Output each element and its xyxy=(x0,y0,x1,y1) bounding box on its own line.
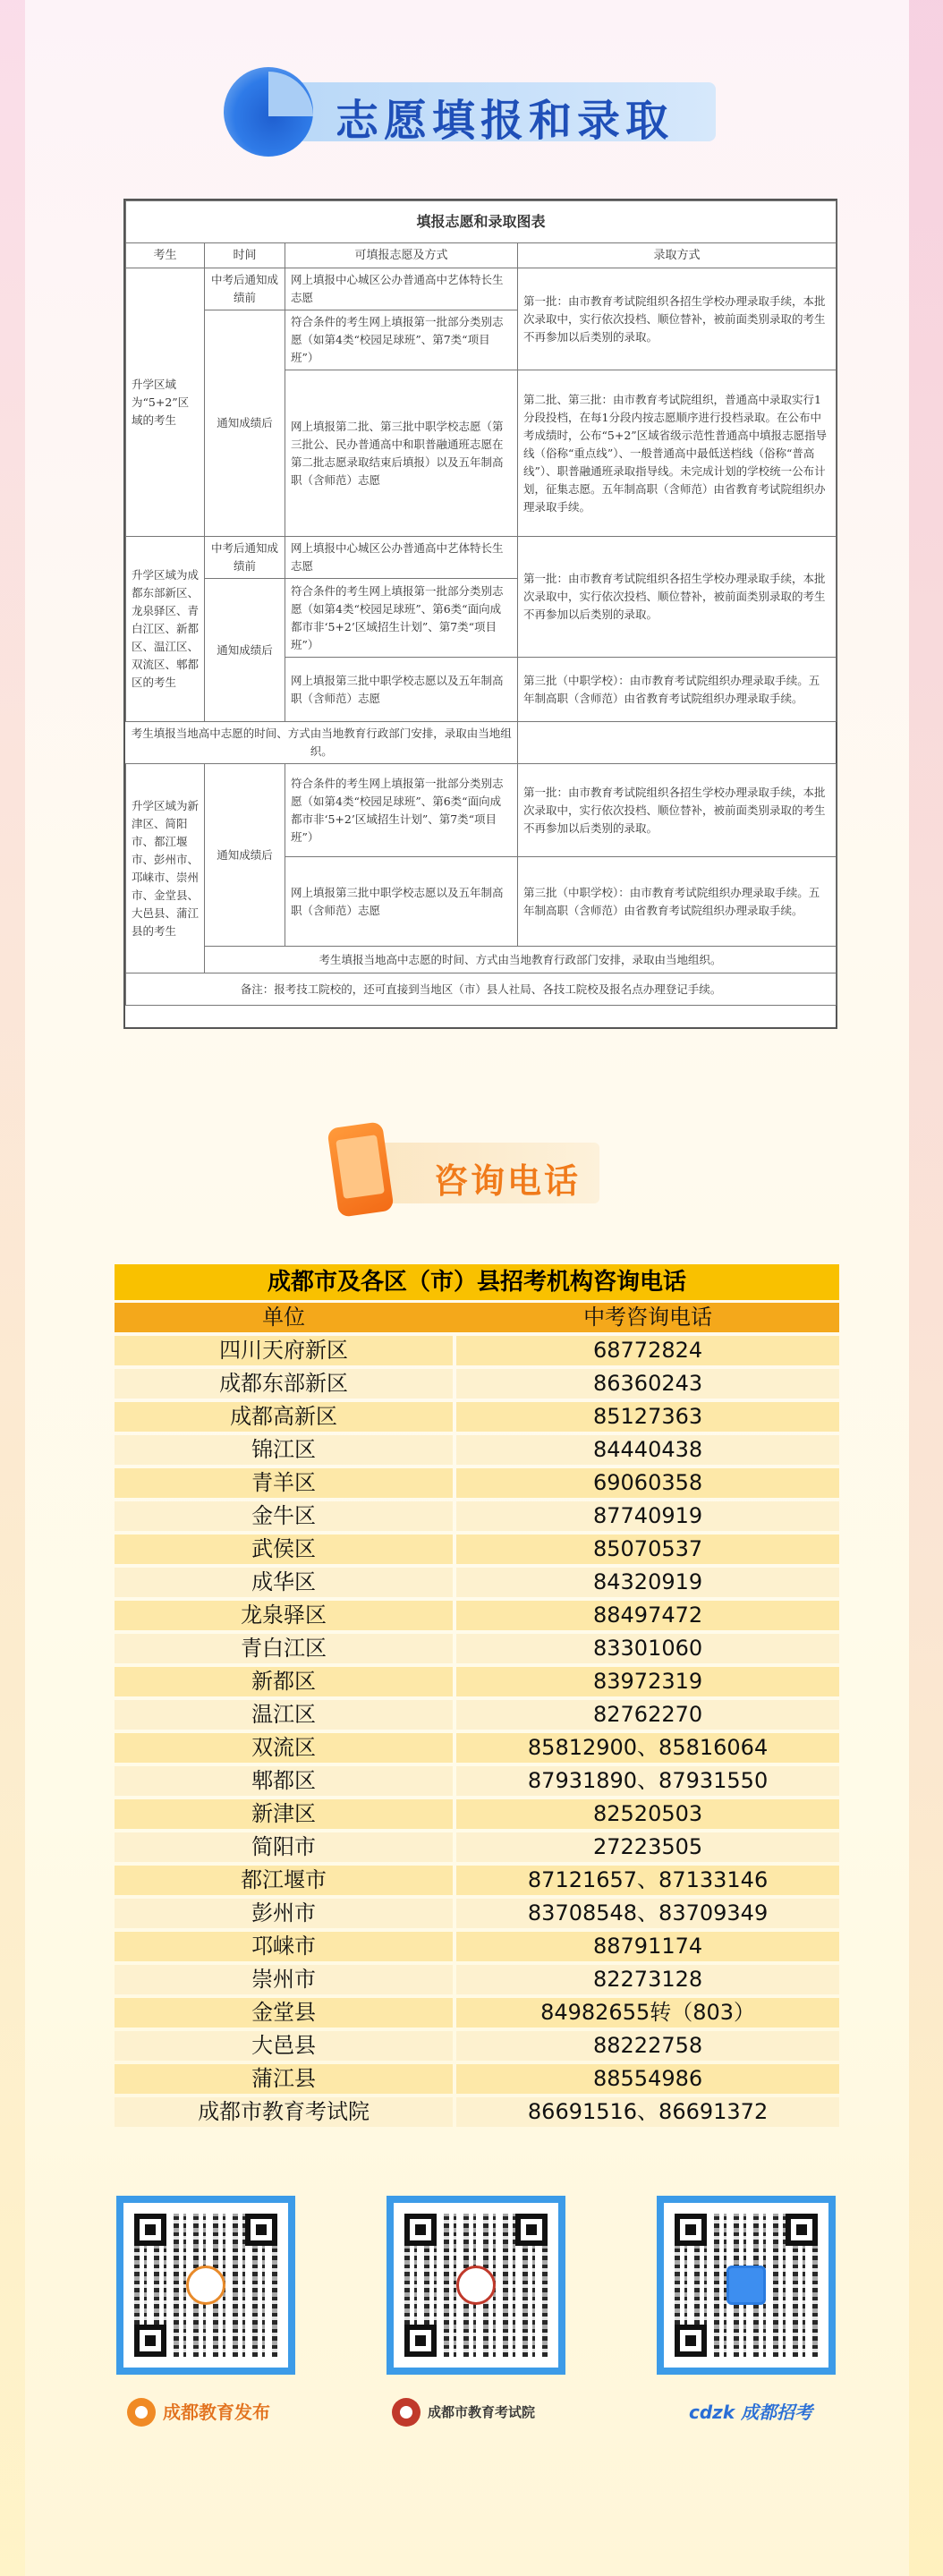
brand-label: 成都市教育考试院 xyxy=(428,2404,536,2420)
time-after-score: 通知成绩后 xyxy=(205,310,285,537)
phone-cell: 86691516、86691372 xyxy=(456,2097,839,2127)
unit-cell: 大邑县 xyxy=(115,2031,453,2061)
phone-cell: 86360243 xyxy=(456,1369,839,1399)
fill-option: 网上填报第二批、第三批中职学校志愿（第三批公、民办普通高中和职普融通班志愿在第二批志愿录取结束后填报）以及五年制高职（含师范）志愿 xyxy=(285,370,518,537)
local-note: 考生填报当地高中志愿的时间、方式由当地教育行政部门安排，录取由当地组织。 xyxy=(205,947,837,973)
table-row xyxy=(115,1435,839,1465)
table-row xyxy=(115,1799,839,1829)
fill-option: 符合条件的考生网上填报第一批部分类别志愿（如第4类“校园足球班”、第6类“面向成都市非‘5+2’区域招生计划”、第7类“项目班”） xyxy=(285,579,518,658)
col-header-phone: 中考咨询电话 xyxy=(583,1305,713,1330)
phone-table xyxy=(115,1264,839,2130)
phone-cell: 82762270 xyxy=(456,1700,839,1730)
phone-cell: 84440438 xyxy=(456,1435,839,1465)
candidate-group-2: 升学区域为成都东部新区、龙泉驿区、青白江区、新都区、温江区、双流区、郫都区的考生 xyxy=(126,537,205,722)
fill-option: 网上填报中心城区公办普通高中艺体特长生志愿 xyxy=(285,537,518,579)
unit-cell: 青羊区 xyxy=(115,1468,453,1498)
phone-cell: 68772824 xyxy=(456,1336,839,1365)
time-before-score: 中考后通知成绩前 xyxy=(205,268,285,310)
phone-cell: 83708548、83709349 xyxy=(456,1899,839,1928)
phone-cell: 82520503 xyxy=(456,1799,839,1829)
table-row xyxy=(115,1832,839,1862)
phone-cell: 88497472 xyxy=(456,1601,839,1630)
phone-cell: 87740919 xyxy=(456,1501,839,1531)
admit-method: 第三批（中职学校）：由市教育考试院组织办理录取手续。五年制高职（含师范）由省教育考试院组织办理录取手续。 xyxy=(518,857,837,947)
table-row xyxy=(115,2031,839,2061)
admit-method: 第二批、第三批：由市教育考试院组织，普通高中录取实行1分段投档，在每1分段内按志愿顺序进行投档录取。在公布中考成绩时，公布“5+2”区域省级示范性普通高中填报志愿指导线（俗称“重点线”）、一般普通高中最低送档线（俗称“普高线”）、职普融通班录取指导线。未完成计划的学校统一公布计划，征集志愿。五年制高职（含师范）由省教育考试院组织办理录取手续。 xyxy=(518,370,837,537)
unit-cell: 邛崃市 xyxy=(115,1932,453,1961)
phone-cell: 27223505 xyxy=(456,1832,839,1862)
col-header-fill: 可填报志愿及方式 xyxy=(285,243,518,268)
brand-exam-institute xyxy=(392,2394,535,2430)
phone-cell: 88791174 xyxy=(456,1932,839,1961)
phone-cell: 85070537 xyxy=(456,1535,839,1564)
unit-cell: 新津区 xyxy=(115,1799,453,1829)
table-row xyxy=(115,1568,839,1597)
section-title: 咨询电话 xyxy=(434,1161,582,1201)
qr-code-exam-institute[interactable] xyxy=(387,2196,565,2375)
table-row xyxy=(115,1766,839,1796)
col-header-admit: 录取方式 xyxy=(518,243,837,268)
unit-cell: 都江堰市 xyxy=(115,1866,453,1895)
time-before-score: 中考后通知成绩前 xyxy=(205,537,285,579)
phone-cell: 84320919 xyxy=(456,1568,839,1597)
table-row xyxy=(115,1468,839,1498)
col-header-unit: 单位 xyxy=(262,1305,306,1330)
table-row xyxy=(115,1667,839,1696)
table-row xyxy=(115,1369,839,1399)
admit-method: 第三批（中职学校）：由市教育考试院组织办理录取手续。五年制高职（含师范）由省教育考试院组织办理录取手续。 xyxy=(518,658,837,722)
phone-cell: 87121657、87133146 xyxy=(456,1866,839,1895)
unit-cell: 双流区 xyxy=(115,1733,453,1763)
table-row xyxy=(115,1700,839,1730)
phone-cell: 88554986 xyxy=(456,2064,839,2094)
unit-cell: 崇州市 xyxy=(115,1965,453,1994)
table-row xyxy=(115,1965,839,1994)
fill-option: 网上填报中心城区公办普通高中艺体特长生志愿 xyxy=(285,268,518,310)
time-after-score: 通知成绩后 xyxy=(205,579,285,722)
phone-cell: 85127363 xyxy=(456,1402,839,1432)
qr-logo-icon xyxy=(456,2266,496,2305)
phone-icon xyxy=(327,1121,394,1218)
table-row xyxy=(115,1998,839,2028)
phone-rows xyxy=(115,1336,839,2127)
unit-cell: 金牛区 xyxy=(115,1501,453,1531)
admission-table-title: 填报志愿和录取图表 xyxy=(126,201,837,243)
section-header-phone xyxy=(331,1123,626,1221)
chengdu-education-logo-icon xyxy=(127,2398,156,2427)
admission-table xyxy=(123,199,837,1029)
unit-cell: 温江区 xyxy=(115,1700,453,1730)
phone-cell: 84982655转（803） xyxy=(456,1998,839,2028)
fill-option: 网上填报第三批中职学校志愿以及五年制高职（含师范）志愿 xyxy=(285,658,518,722)
brand-label: cdzk 成都招考 xyxy=(689,2402,813,2423)
unit-cell: 锦江区 xyxy=(115,1435,453,1465)
unit-cell: 成华区 xyxy=(115,1568,453,1597)
table-row xyxy=(115,1336,839,1365)
brand-label: 成都教育发布 xyxy=(163,2402,270,2423)
table-row xyxy=(115,2064,839,2094)
unit-cell: 龙泉驿区 xyxy=(115,1601,453,1630)
brand-cdzk xyxy=(689,2394,812,2430)
pie-icon xyxy=(224,67,313,157)
unit-cell: 新都区 xyxy=(115,1667,453,1696)
table-row xyxy=(115,1535,839,1564)
unit-cell: 四川天府新区 xyxy=(115,1336,453,1365)
unit-cell: 青白江区 xyxy=(115,1634,453,1663)
table-row xyxy=(115,1866,839,1895)
unit-cell: 简阳市 xyxy=(115,1832,453,1862)
qr-logo-icon xyxy=(186,2266,225,2305)
brand-education-release xyxy=(127,2394,270,2430)
qr-code-cdzk[interactable] xyxy=(657,2196,836,2375)
qr-logo-icon xyxy=(726,2266,766,2305)
admit-method: 第一批：由市教育考试院组织各招生学校办理录取手续，本批次录取中，实行依次投档、顺位替补，被前面类别录取的考生不再参加以后类别的录取。 xyxy=(518,268,837,370)
table-row xyxy=(115,1899,839,1928)
phone-cell: 88222758 xyxy=(456,2031,839,2061)
phone-cell: 83301060 xyxy=(456,1634,839,1663)
unit-cell: 蒲江县 xyxy=(115,2064,453,2094)
left-decor-strip xyxy=(0,0,25,2576)
right-decor-strip xyxy=(909,0,943,2576)
col-header-candidate: 考生 xyxy=(126,243,205,268)
section-title: 志愿填报和录取 xyxy=(336,96,675,146)
table-row xyxy=(115,1402,839,1432)
fill-option: 符合条件的考生网上填报第一批部分类别志愿（如第4类“校园足球班”、第7类“项目班”） xyxy=(285,310,518,370)
unit-cell: 彭州市 xyxy=(115,1899,453,1928)
fill-option: 符合条件的考生网上填报第一批部分类别志愿（如第4类“校园足球班”、第6类“面向成都市非‘5+2’区域招生计划”、第7类“项目班”） xyxy=(285,764,518,857)
unit-cell: 成都东部新区 xyxy=(115,1369,453,1399)
table-row xyxy=(115,1733,839,1763)
unit-cell: 金堂县 xyxy=(115,1998,453,2028)
unit-cell: 成都市教育考试院 xyxy=(115,2097,453,2127)
col-header-time: 时间 xyxy=(205,243,285,268)
phone-cell: 69060358 xyxy=(456,1468,839,1498)
table-row xyxy=(115,1634,839,1663)
fill-option: 网上填报第三批中职学校志愿以及五年制高职（含师范）志愿 xyxy=(285,857,518,947)
unit-cell: 成都高新区 xyxy=(115,1402,453,1432)
admit-method: 第一批：由市教育考试院组织各招生学校办理录取手续，本批次录取中，实行依次投档、顺位替补，被前面类别录取的考生不再参加以后类别的录取。 xyxy=(518,537,837,658)
time-after-score: 通知成绩后 xyxy=(205,764,285,947)
phone-table-header xyxy=(115,1303,839,1332)
local-note: 考生填报当地高中志愿的时间、方式由当地教育行政部门安排，录取由当地组织。 xyxy=(126,722,518,764)
candidate-group-3: 升学区域为新津区、简阳市、都江堰市、彭州市、邛崃市、崇州市、金堂县、大邑县、蒲江县的考生 xyxy=(126,764,205,973)
exam-institute-seal-icon xyxy=(392,2398,421,2427)
phone-cell: 82273128 xyxy=(456,1965,839,1994)
qr-code-education-release[interactable] xyxy=(116,2196,295,2375)
candidate-group-1: 升学区域为“5+2”区域的考生 xyxy=(126,268,205,537)
phone-table-title: 成都市及各区（市）县招考机构咨询电话 xyxy=(115,1264,839,1300)
unit-cell: 武侯区 xyxy=(115,1535,453,1564)
table-row xyxy=(115,1601,839,1630)
phone-cell: 85812900、85816064 xyxy=(456,1733,839,1763)
table-row xyxy=(115,1932,839,1961)
table-row xyxy=(115,2097,839,2127)
unit-cell: 郫都区 xyxy=(115,1766,453,1796)
phone-cell: 87931890、87931550 xyxy=(456,1766,839,1796)
phone-cell: 83972319 xyxy=(456,1667,839,1696)
admit-method: 第一批：由市教育考试院组织各招生学校办理录取手续，本批次录取中，实行依次投档、顺位替补，被前面类别录取的考生不再参加以后类别的录取。 xyxy=(518,764,837,857)
table-row xyxy=(115,1501,839,1531)
section-header-admission xyxy=(224,63,743,161)
table-remark: 备注：报考技工院校的，还可直接到当地区（市）县人社局、各技工院校及报名点办理登记手续。 xyxy=(126,973,837,1006)
